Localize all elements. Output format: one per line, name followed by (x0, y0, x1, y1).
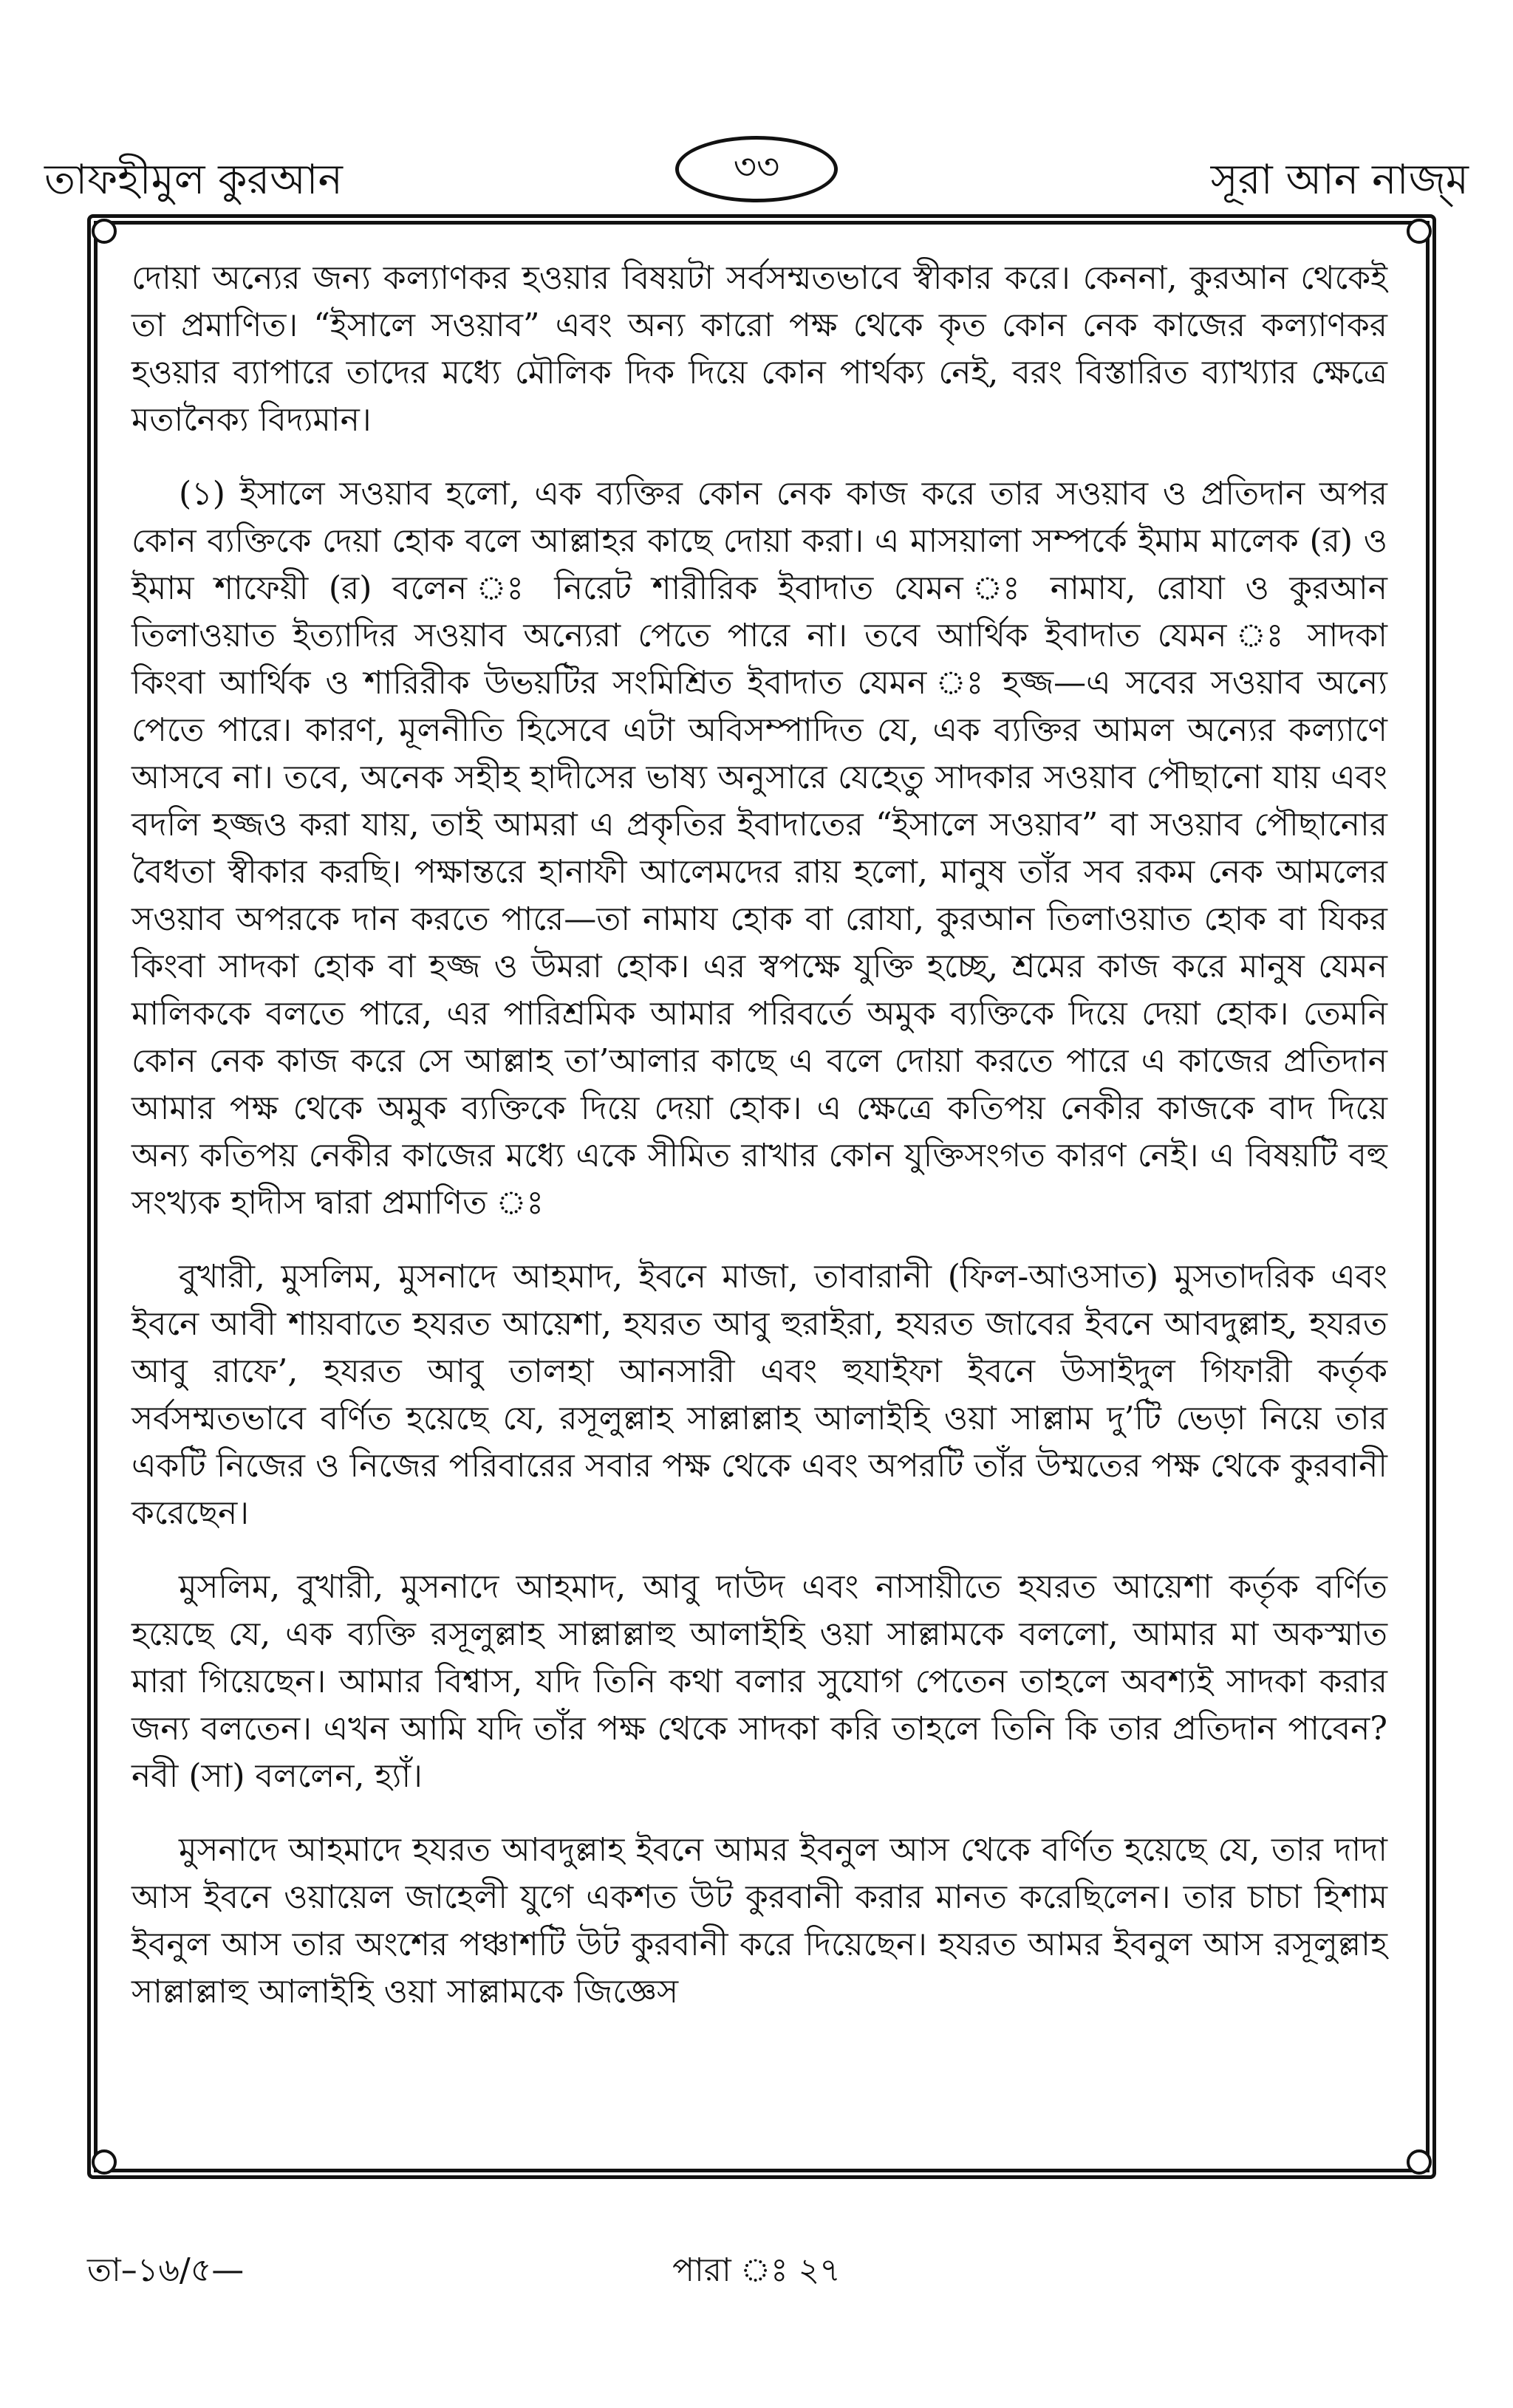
corner-ornament-icon (92, 219, 117, 244)
footer-para: পারা ঃ ২৭ (672, 2251, 841, 2289)
paragraph-3: বুখারী, মুসলিম, মুসনাদে আহমাদ, ইবনে মাজা, তাবারানী (ফিল-আওসাত) মুসতাদরিক এবং ইবনে আবী শায়বাতে হযরত আয়েশা, হযরত আবু হুরাইরা, হযরত জাবের ইবনে আবদুল্লাহ, হযরত আবু রাফে’, হযরত আবু তালহা আনসারী এবং হুযাইফা ইবনে উসাইদুল গিফারী কর্তৃক সর্বসম্মতভাবে বর্ণিত হয়েছে যে, রসূলুল্লাহ সাল্লাল্লাহ আলাইহি ওয়া সাল্লাম দু’টি ভেড়া নিয়ে তার একটি নিজের ও নিজের পরিবারের সবার পক্ষ থেকে এবং অপরটি তাঁর উম্মতের পক্ষ থেকে কুরবানী করেছেন। (132, 1258, 1387, 1532)
corner-ornament-icon (1407, 219, 1432, 244)
page-header (44, 126, 1469, 214)
book-title: তাফহীমুল কুরআন (44, 156, 343, 204)
footer-signature: তা–১৬/৫— (87, 2251, 245, 2289)
paragraph-5: মুসনাদে আহমাদে হযরত আবদুল্লাহ ইবনে আমর ইবনুল আস থেকে বর্ণিত হয়েছে যে, তার দাদা আস ইবনে ওয়ায়েল জাহেলী যুগে একশত উট কুরবানী করার মানত করেছিলেন। তার চাচা হিশাম ইবনুল আস তার অংশের পঞ্চাশটি উট কুরবানী করে দিয়েছেন। হযরত আমর ইবনুল আস রসূলুল্লাহ সাল্লাল্লাহু আলাইহি ওয়া সাল্লামকে জিজ্ঞেস (132, 1831, 1387, 2011)
body-text (132, 255, 1387, 2042)
paragraph-4: মুসলিম, বুখারী, মুসনাদে আহমাদ, আবু দাউদ এবং নাসায়ীতে হযরত আয়েশা কর্তৃক বর্ণিত হয়েছে যে, এক ব্যক্তি রসূলুল্লাহ সাল্লাল্লাহু আলাইহি ওয়া সাল্লামকে বললো, আমার মা অকস্মাত মারা গিয়েছেন। আমার বিশ্বাস, যদি তিনি কথা বলার সুযোগ পেতেন তাহলে অবশ্যই সাদকা করার জন্য বলতেন। এখন আমি যদি তাঁর পক্ষ থেকে সাদকা করি তাহলে তিনি কি তার প্রতিদান পাবেন? নবী (সা) বললেন, হ্যাঁ। (132, 1568, 1387, 1795)
paragraph-2: (১) ইসালে সওয়াব হলো, এক ব্যক্তির কোন নেক কাজ করে তার সওয়াব ও প্রতিদান অপর কোন ব্যক্তিকে দেয়া হোক বলে আল্লাহর কাছে দোয়া করা। এ মাসয়ালা সম্পর্কে ইমাম মালেক (র) ও ইমাম শাফেয়ী (র) বলেন ঃ নিরেট শারীরিক ইবাদাত যেমন ঃ নামায, রোযা ও কুরআন তিলাওয়াত ইত্যাদির সওয়াব অন্যেরা পেতে পারে না। তবে আর্থিক ইবাদাত যেমন ঃ সাদকা কিংবা আর্থিক ও শারিরীক উভয়টির সংমিশ্রিত ইবাদাত যেমন ঃ হজ্জ—এ সবের সওয়াব অন্যে পেতে পারে। কারণ, মূলনীতি হিসেবে এটা অবিসম্পাদিত যে, এক ব্যক্তির আমল অন্যের কল্যাণে আসবে না। তবে, অনেক সহীহ হাদীসের ভাষ্য অনুসারে যেহেতু সাদকার সওয়াব পৌছানো যায় এবং বদলি হজ্জও করা যায়, তাই আমরা এ প্রকৃতির ইবাদাতের “ইসালে সওয়াব” বা সওয়াব পৌছানোর বৈধতা স্বীকার করছি। পক্ষান্তরে হানাফী আলেমদের রায় হলো, মানুষ তাঁর সব রকম নেক আমলের সওয়াব অপরকে দান করতে পারে—তা নামায হোক বা রোযা, কুরআন তিলাওয়াত হোক বা যিকর কিংবা সাদকা হোক বা হজ্জ ও উমরা হোক। এর স্বপক্ষে যুক্তি হচ্ছে, শ্রমের কাজ করে মানুষ যেমন মালিককে বলতে পারে, এর পারিশ্রমিক আমার পরিবর্তে অমুক ব্যক্তিকে দিয়ে দেয়া হোক। তেমনি কোন নেক কাজ করে সে আল্লাহ তা’আলার কাছে এ বলে দোয়া করতে পারে এ কাজের প্রতিদান আমার পক্ষ থেকে অমুক ব্যক্তিকে দিয়ে দেয়া হোক। এ ক্ষেত্রে কতিপয় নেকীর কাজকে বাদ দিয়ে অন্য কতিপয় নেকীর কাজের মধ্যে একে সীমিত রাখার কোন যুক্তিসংগত কারণ নেই। এ বিষয়টি বহু সংখ্যক হাদীস দ্বারা প্রমাণিত ঃ (132, 475, 1387, 1222)
corner-ornament-icon (92, 2149, 117, 2175)
page-number: ৩৩ (675, 136, 838, 202)
paragraph-1: দোয়া অন্যের জন্য কল্যাণকর হওয়ার বিষয়টা সর্বসম্মতভাবে স্বীকার করে। কেননা, কুরআন থেকেই তা প্রমাণিত। “ইসালে সওয়াব” এবং অন্য কারো পক্ষ থেকে কৃত কোন নেক কাজের কল্যাণকর হওয়ার ব্যাপারে তাদের মধ্যে মৌলিক দিক দিয়ে কোন পার্থক্য নেই, বরং বিস্তারিত ব্যাখ্যার ক্ষেত্রে মতানৈক্য বিদ্যমান। (132, 259, 1387, 439)
surah-title: সূরা আন নাজ্‌ম (1210, 156, 1469, 204)
corner-ornament-icon (1407, 2149, 1432, 2175)
